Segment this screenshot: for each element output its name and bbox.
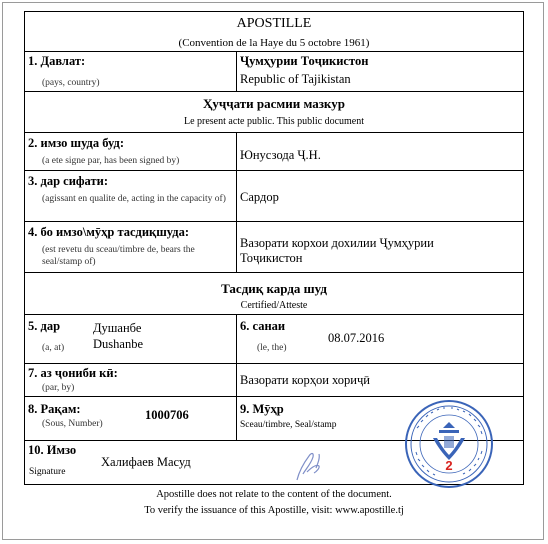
signed-by-label: 2. имзо шуда буд:: [28, 136, 124, 150]
by-value: Вазорати корҳои хориҷӣ: [240, 373, 370, 387]
divider: [25, 363, 523, 364]
country-label-fr: (pays, country): [42, 78, 100, 88]
signed-by-value: Юнусзода Ҷ.Н.: [240, 148, 321, 162]
certified-subtitle: Certified/Atteste: [240, 300, 308, 311]
number-label: 8. Рақам:: [28, 402, 81, 416]
country-value-tj: Ҷумҳурии Тоҷикистон: [240, 54, 369, 68]
seal-of-label-fr: (est revetu du sceau/timbre de, bears the seal/stamp of): [42, 245, 195, 267]
stamp-number: 2: [445, 458, 453, 473]
footer-disclaimer: Apostille does not relate to the content of the document.: [156, 489, 392, 500]
place-label: 5. дар: [28, 319, 61, 333]
divider: [25, 51, 523, 52]
place-value-en: Dushanbe: [93, 337, 143, 351]
signature-label-fr: Signature: [29, 467, 66, 477]
divider: [25, 170, 523, 171]
public-document-subtitle: Le present acte public. This public document: [183, 116, 365, 127]
place-label-fr: (a, at): [42, 343, 65, 353]
by-label: 7. аз ҷониби кӣ:: [28, 366, 118, 380]
column-divider: [236, 314, 237, 440]
public-document-title: Ҳуҷҷати расмии мазкур: [203, 96, 345, 111]
divider: [25, 132, 523, 133]
country-value-en: Republic of Tajikistan: [240, 72, 351, 86]
seal-label: 9. Мӯҳр: [240, 402, 284, 416]
capacity-label: 3. дар сифати:: [28, 174, 108, 188]
date-label: 6. санаи: [240, 319, 286, 333]
number-label-fr: (Sous, Number): [42, 419, 103, 429]
signature-value: Халифаев Масуд: [101, 455, 191, 469]
convention-subtitle: (Convention de la Haye du 5 octobre 1961): [178, 37, 370, 49]
apostille-title: APOSTILLE: [236, 16, 312, 31]
divider: [25, 221, 523, 222]
official-stamp: [403, 398, 495, 490]
divider: [25, 91, 523, 92]
by-label-fr: (par, by): [42, 383, 75, 393]
seal-label-fr: Sceau/timbre, Seal/stamp: [240, 420, 337, 430]
footer-verify: To verify the issuance of this Apostille, visit: www.apostille.tj: [144, 505, 404, 516]
country-label: 1. Давлат:: [28, 54, 86, 68]
column-divider: [236, 51, 237, 91]
coat-of-arms-icon: [433, 422, 465, 460]
apostille-form: [24, 11, 524, 485]
seal-of-value: Вазорати корхои дохилии Ҷумҳурии Тоҷикистон: [240, 236, 434, 265]
date-value: 08.07.2016: [328, 331, 385, 345]
place-value-tj: Душанбе: [93, 321, 142, 335]
certified-title: Тасдиқ карда шуд: [221, 281, 327, 296]
capacity-label-fr: (agissant en qualite de, acting in the capacity of): [42, 194, 226, 204]
column-divider: [236, 132, 237, 272]
seal-of-label: 4. бо имзо\мӯҳр тасдиқшуда:: [28, 225, 190, 239]
divider: [25, 272, 523, 273]
signed-by-label-fr: (a ete signe par, has been signed by): [42, 156, 180, 166]
signature-label: 10. Имзо: [28, 443, 77, 457]
divider: [25, 396, 523, 397]
date-label-fr: (le, the): [257, 343, 287, 353]
divider: [25, 314, 523, 315]
capacity-value: Сардор: [240, 190, 279, 204]
handwritten-signature: [289, 446, 329, 484]
number-value: 1000706: [145, 408, 189, 422]
